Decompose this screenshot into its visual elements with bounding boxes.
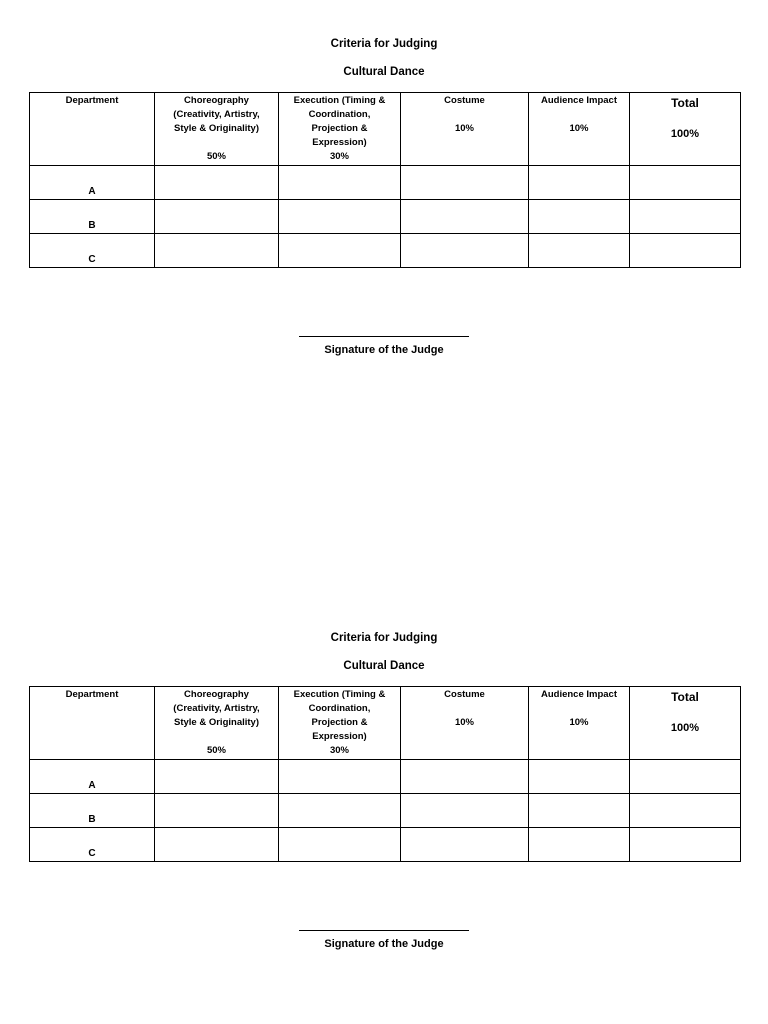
audience-impact-score-cell[interactable]	[529, 828, 630, 862]
department-cell: C	[30, 234, 155, 268]
choreography-score-cell[interactable]	[155, 794, 279, 828]
header-department-label: Department	[65, 95, 119, 106]
choreography-score-cell[interactable]	[155, 760, 279, 794]
header-total	[630, 687, 741, 760]
header-total-label: Total	[671, 96, 699, 110]
header-execution-label: Execution (Timing & Coordination, Projection & Expression)	[293, 689, 386, 742]
execution-score-cell[interactable]	[279, 200, 401, 234]
header-execution	[279, 687, 401, 760]
audience-impact-score-cell[interactable]	[529, 760, 630, 794]
header-department	[30, 93, 155, 166]
total-score-cell[interactable]	[630, 234, 741, 268]
judging-sheet	[0, 0, 768, 400]
header-department-label: Department	[65, 689, 119, 700]
header-execution	[279, 93, 401, 166]
table-row	[30, 794, 741, 828]
table-header-row	[30, 687, 741, 760]
header-execution-label: Execution (Timing & Coordination, Projection & Expression)	[293, 95, 386, 148]
score-table	[29, 686, 741, 862]
header-audience-impact-weight: 10%	[569, 123, 589, 134]
execution-score-cell[interactable]	[279, 166, 401, 200]
department-cell: B	[30, 794, 155, 828]
table-header-row	[30, 93, 741, 166]
department-cell: C	[30, 828, 155, 862]
execution-score-cell[interactable]	[279, 794, 401, 828]
department-cell: A	[30, 166, 155, 200]
table-row	[30, 234, 741, 268]
sheet-title: Criteria for Judging	[330, 38, 438, 50]
header-costume-label: Costume	[444, 689, 485, 700]
costume-score-cell[interactable]	[401, 760, 529, 794]
table-row	[30, 828, 741, 862]
department-cell: A	[30, 760, 155, 794]
header-total	[630, 93, 741, 166]
table-row	[30, 166, 741, 200]
execution-score-cell[interactable]	[279, 828, 401, 862]
audience-impact-score-cell[interactable]	[529, 234, 630, 268]
header-costume-label: Costume	[444, 95, 485, 106]
header-costume-weight: 10%	[454, 123, 474, 134]
header-audience-impact	[529, 687, 630, 760]
costume-score-cell[interactable]	[401, 166, 529, 200]
choreography-score-cell[interactable]	[155, 828, 279, 862]
header-choreography	[155, 93, 279, 166]
sheet-subtitle: Cultural Dance	[343, 66, 425, 78]
audience-impact-score-cell[interactable]	[529, 200, 630, 234]
costume-score-cell[interactable]	[401, 794, 529, 828]
header-total-weight: 100%	[670, 128, 700, 140]
header-department	[30, 687, 155, 760]
costume-score-cell[interactable]	[401, 234, 529, 268]
header-execution-weight: 30%	[329, 151, 349, 162]
header-total-label: Total	[671, 690, 699, 704]
header-audience-impact-label: Audience Impact	[540, 95, 618, 106]
header-choreography-weight: 50%	[206, 151, 226, 162]
signature-label: Signature of the Judge	[324, 344, 444, 356]
choreography-score-cell[interactable]	[155, 234, 279, 268]
header-choreography	[155, 687, 279, 760]
execution-score-cell[interactable]	[279, 234, 401, 268]
choreography-score-cell[interactable]	[155, 200, 279, 234]
header-choreography-weight: 50%	[206, 745, 226, 756]
table-row	[30, 760, 741, 794]
department-cell: B	[30, 200, 155, 234]
signature-line[interactable]	[299, 930, 469, 931]
sheet-title: Criteria for Judging	[330, 632, 438, 644]
header-total-weight: 100%	[670, 722, 700, 734]
execution-score-cell[interactable]	[279, 760, 401, 794]
header-audience-impact	[529, 93, 630, 166]
choreography-score-cell[interactable]	[155, 166, 279, 200]
table-row	[30, 200, 741, 234]
header-costume-weight: 10%	[454, 717, 474, 728]
costume-score-cell[interactable]	[401, 200, 529, 234]
header-audience-impact-weight: 10%	[569, 717, 589, 728]
header-choreography-label: Choreography (Creativity, Artistry, Style & Originality)	[173, 95, 260, 134]
header-costume	[401, 687, 529, 760]
total-score-cell[interactable]	[630, 794, 741, 828]
header-execution-weight: 30%	[329, 745, 349, 756]
sheet-subtitle: Cultural Dance	[343, 660, 425, 672]
score-table	[29, 92, 741, 268]
signature-label: Signature of the Judge	[324, 938, 444, 950]
audience-impact-score-cell[interactable]	[529, 166, 630, 200]
costume-score-cell[interactable]	[401, 828, 529, 862]
judging-sheet	[0, 594, 768, 994]
header-choreography-label: Choreography (Creativity, Artistry, Style & Originality)	[173, 689, 260, 728]
audience-impact-score-cell[interactable]	[529, 794, 630, 828]
total-score-cell[interactable]	[630, 200, 741, 234]
header-audience-impact-label: Audience Impact	[540, 689, 618, 700]
header-costume	[401, 93, 529, 166]
total-score-cell[interactable]	[630, 166, 741, 200]
total-score-cell[interactable]	[630, 760, 741, 794]
total-score-cell[interactable]	[630, 828, 741, 862]
signature-line[interactable]	[299, 336, 469, 337]
